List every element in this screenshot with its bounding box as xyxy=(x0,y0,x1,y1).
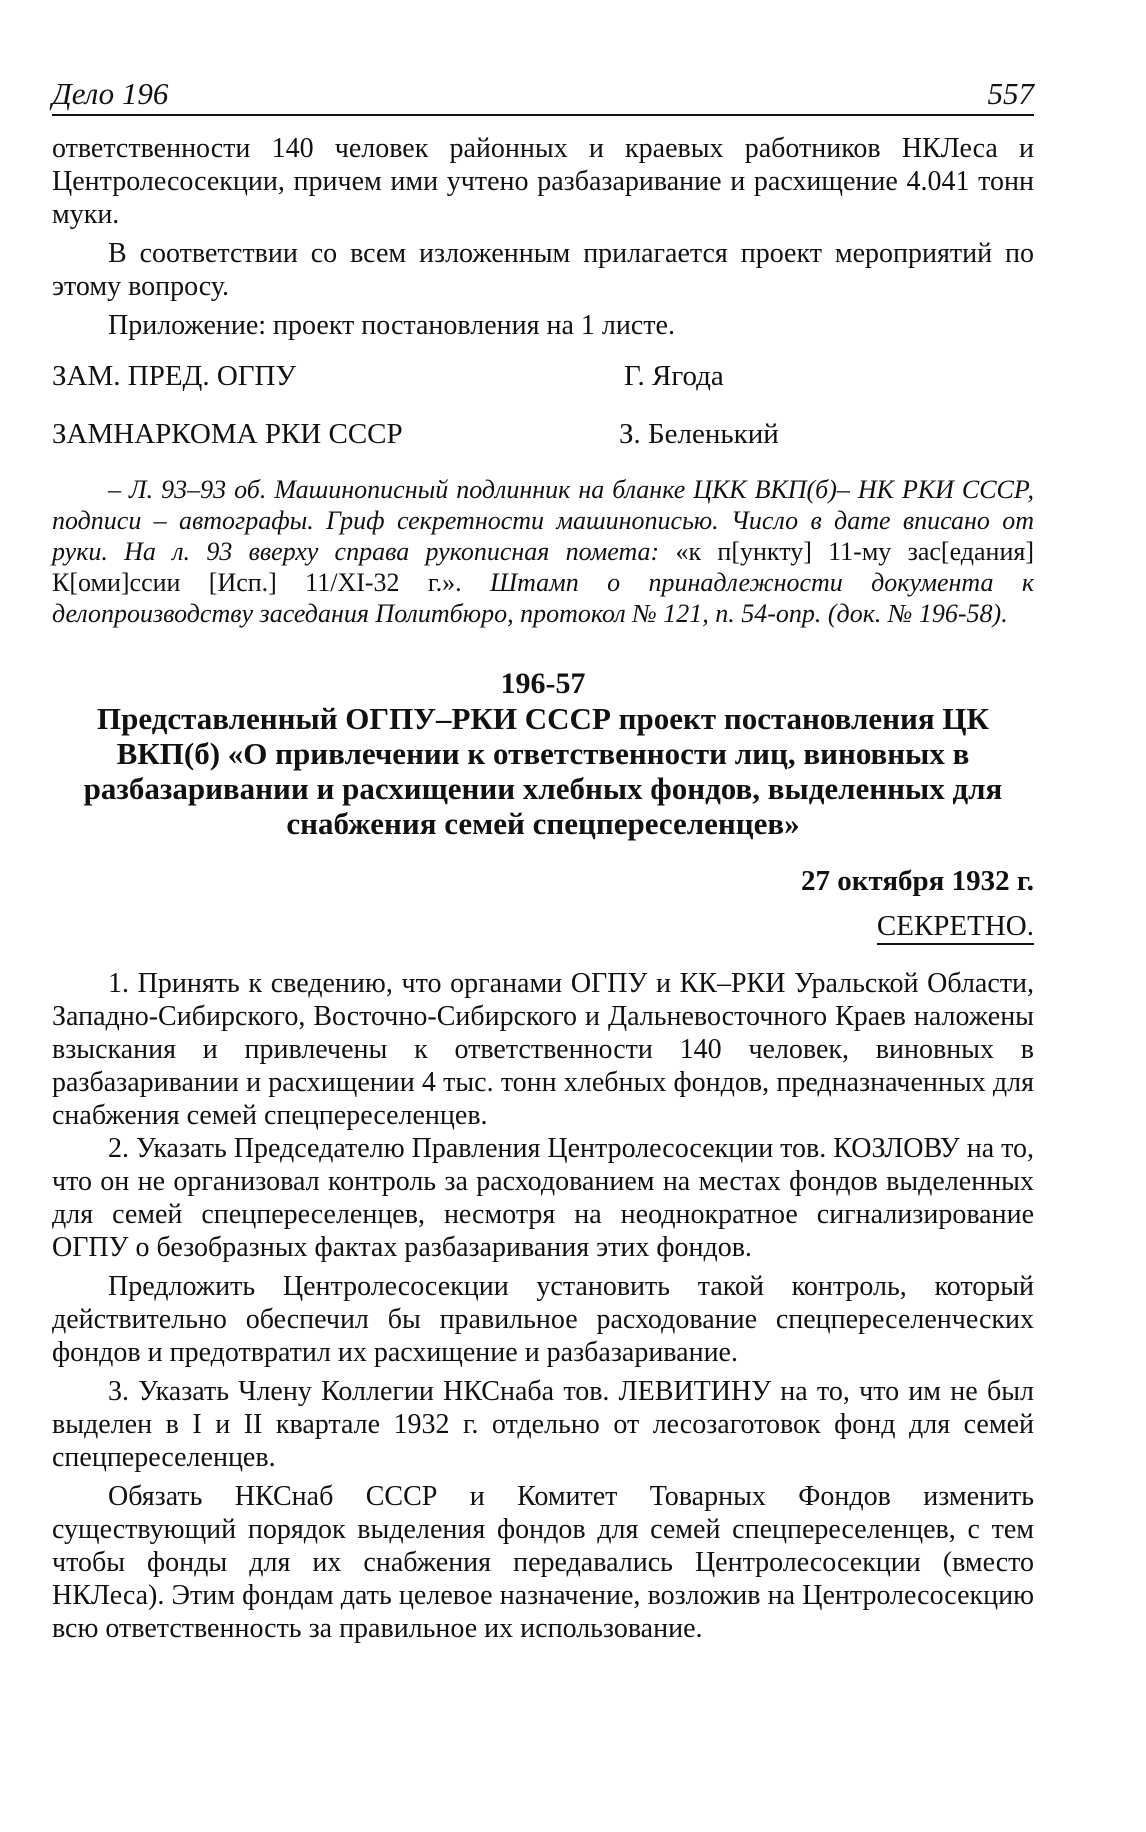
running-head xyxy=(52,74,1034,116)
document-title: Представленный ОГПУ–РКИ СССР проект постановления ЦК ВКП(б) «О привлечении к ответственности лиц, виновных в разбазаривании и расхищении хлебных фондов, выделенных для снабжения семей спецпереселенцев» xyxy=(83,701,1003,841)
signature-block xyxy=(52,356,1034,396)
signature-block xyxy=(52,414,1034,454)
page-body xyxy=(52,132,1034,1645)
classification-text: СЕКРЕТНО. xyxy=(877,910,1034,945)
intro-paragraph-continued: ответственности 140 человек районных и краевых работников НКЛеса и Центролесосекции, причем ими учтено разбазаривание и расхищение 4.041 тонн муки. xyxy=(52,133,1034,230)
signature-name: Г. Ягода xyxy=(624,360,724,392)
page-number: 557 xyxy=(987,76,1034,111)
intro-paragraph: В соответствии со всем изложенным прилагается проект мероприятий по этому вопросу. xyxy=(52,238,1034,302)
source-note-text: Штамп о принадлежности документа к делопроизводству заседания Политбюро, протокол № 121, п. 54-опр. (док. № 196-58). xyxy=(52,568,1034,628)
resolution-paragraph: 1. Принять к сведению, что органами ОГПУ и КК–РКИ Уральской Области, Западно-Сибирского, Восточно-Сибирского и Дальневосточного Краев наложены взыскания и привлечены к ответственности 140 человек, виновных в разбазаривании и расхищении 4 тыс. тонн хлебных фондов, предназначенных для снабжения семей спецпереселенцев. xyxy=(52,968,1034,1131)
resolution-paragraph: Предложить Центролесосекции установить такой контроль, который действительно обеспечил бы правильное расходование спецпереселенческих фондов и предотвратил их расхищение и разбазаривание. xyxy=(52,1271,1034,1368)
signature-role: ЗАМНАРКОМА РКИ СССР xyxy=(52,418,403,450)
document-number: 196-57 xyxy=(500,667,586,700)
case-label: Дело 196 xyxy=(52,76,169,111)
handwritten-mark: «к п[ункту] 11-му зас[едания] К[оми]ссии [Исп.] 11/XI-32 г.». xyxy=(52,537,1034,597)
resolution-paragraph: 3. Указать Члену Коллегии НКСнаба тов. ЛЕВИТИНУ на то, что им не был выделен в I и II квартале 1932 г. отдельно от лесозаготовок фонд для семей спецпереселенцев. xyxy=(52,1376,1034,1473)
resolution-paragraph: 2. Указать Председателю Правления Центролесосекции тов. КОЗЛОВУ на то, что он не организовал контроль за расходованием на местах фондов выделенных для семей спецпереселенцев, несмотря на неоднократное сигнализирование ОГПУ о безобразных фактах разбазаривания этих фондов. xyxy=(52,1133,1034,1263)
signature-role: ЗАМ. ПРЕД. ОГПУ xyxy=(52,360,297,392)
resolution-text xyxy=(52,967,1034,1645)
signature-name: З. Беленький xyxy=(619,418,779,450)
appendix-note: Приложение: проект постановления на 1 листе. xyxy=(108,310,675,341)
document-date: 27 октября 1932 г. xyxy=(801,865,1034,897)
source-note-text: – Л. 93–93 об. Машинописный подлинник на бланке ЦКК ВКП(б)– НК РКИ СССР, подписи – автографы. Гриф секретности машинописью. Число в дате вписано от руки. На л. 93 вверху справа рукописная помета: xyxy=(52,475,1034,566)
archival-source-note xyxy=(52,474,1034,629)
resolution-paragraph: Обязать НКСнаб СССР и Комитет Товарных Фондов изменить существующий порядок выделения фондов для семей спецпереселенцев, с тем чтобы фонды для их снабжения передавались Центролесосекции (вместо НКЛеса). Этим фондам дать целевое назначение, возложив на Центролесосекцию всю ответственность за правильное их использование. xyxy=(52,1481,1034,1644)
classification-stamp xyxy=(52,907,1034,945)
